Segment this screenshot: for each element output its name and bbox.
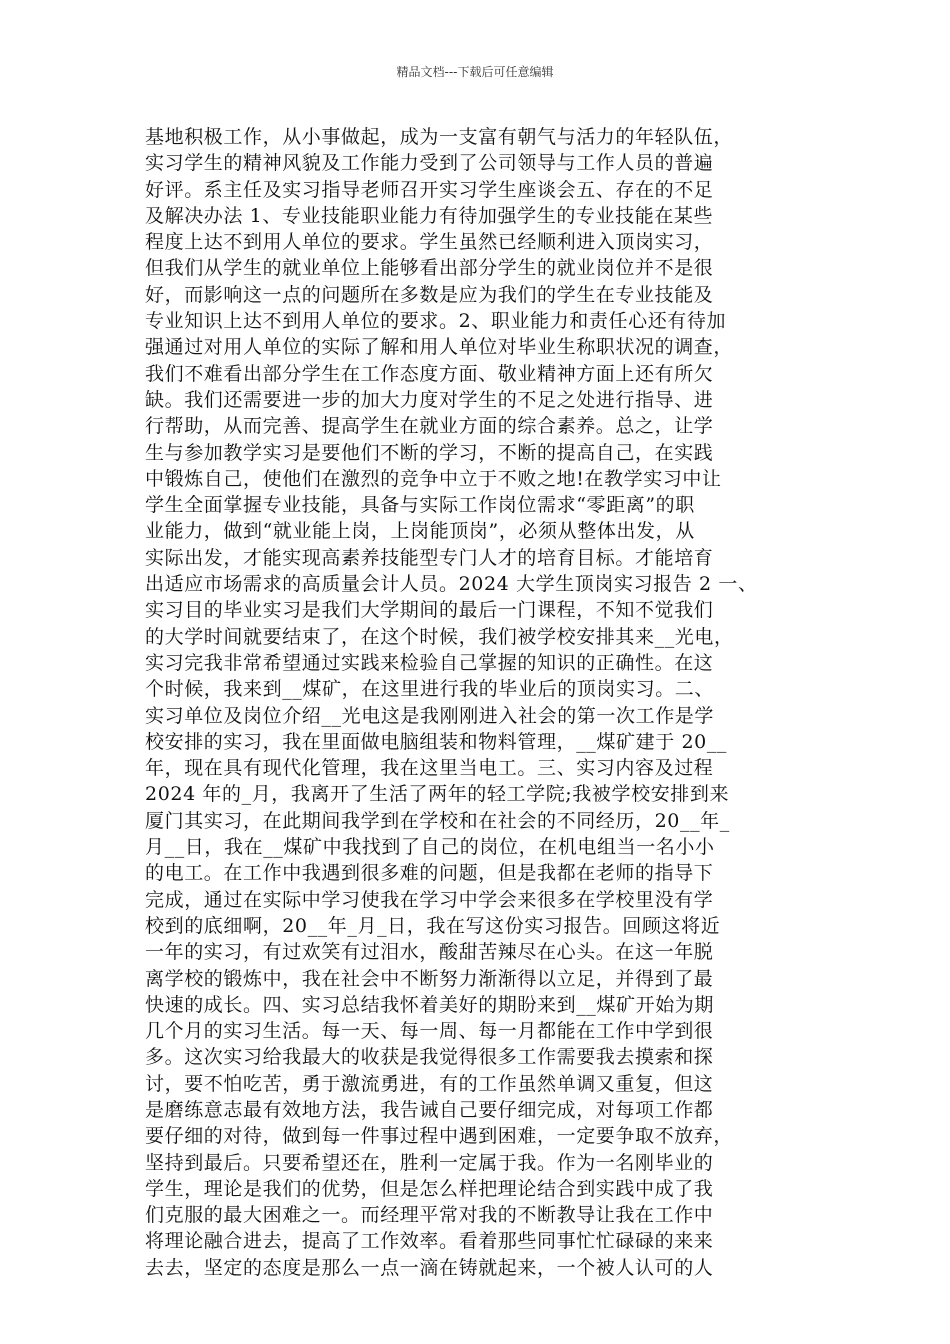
body-line: 们克服的最大困难之一。而经理平常对我的不断教导让我在工作中 — [145, 1204, 714, 1227]
body-line: 完成，通过在实际中学习使我在学习中学会来很多在学校里没有学 — [145, 888, 714, 911]
body-line: 去去，坚定的态度是那么一点一滴在铸就起来，一个被人认可的人 — [145, 1256, 714, 1279]
body-line: 程度上达不到用人单位的要求。学生虽然已经顺利进入顶岗实习， — [145, 231, 714, 254]
body-line: 实际出发，才能实现高素养技能型专门人才的培育目标。才能培育 — [145, 546, 714, 569]
body-line: 业能力，做到“就业能上岗，上岗能顶岗”，必须从整体出发，从 — [145, 520, 695, 543]
body-line: 实习单位及岗位介绍__光电这是我刚刚进入社会的第一次工作是学 — [145, 704, 715, 727]
body-line: 强通过对用人单位的实际了解和用人单位对毕业生称职状况的调查， — [145, 336, 734, 359]
body-line: 离学校的锻炼中，我在社会中不断努力渐渐得以立足，并得到了最 — [145, 967, 714, 990]
body-line: 实习目的毕业实习是我们大学期间的最后一门课程，不知不觉我们 — [145, 599, 714, 622]
body-line: 一年的实习，有过欢笑有过泪水，酸甜苦辣尽在心头。在这一年脱 — [145, 941, 714, 964]
body-line: 校安排的实习，我在里面做电脑组装和物料管理，__煤矿建于 20__ — [145, 730, 728, 753]
body-line: 学生，理论是我们的优势，但是怎么样把理论结合到实践中成了我 — [145, 1177, 714, 1200]
body-line: 快速的成长。四、实习总结我怀着美好的期盼来到__煤矿开始为期 — [145, 993, 715, 1016]
body-line: 好评。系主任及实习指导老师召开实习学生座谈会五、存在的不足 — [145, 178, 714, 201]
body-line: 缺。我们还需要进一步的加大力度对学生的不足之处进行指导、进 — [145, 388, 714, 411]
body-line: 我们不难看出部分学生在工作态度方面、敬业精神方面上还有所欠 — [145, 362, 714, 385]
body-line: 好，而影响这一点的问题所在多数是应为我们的学生在专业技能及 — [145, 283, 714, 306]
body-line: 几个月的实习生活。每一天、每一周、每一月都能在工作中学到很 — [145, 1020, 714, 1043]
body-line: 2024 年的_月，我离开了生活了两年的轻工学院;我被学校安排到来 — [145, 783, 730, 806]
body-line: 是磨练意志最有效地方法，我告诫自己要仔细完成，对每项工作都 — [145, 1098, 714, 1121]
body-line: 生与参加教学实习是要他们不断的学习，不断的提高自己，在实践 — [145, 441, 714, 464]
body-line: 厦门其实习，在此期间我学到在学校和在社会的不同经历，20__年_ — [145, 809, 730, 832]
body-line: 要仔细的对待，做到每一件事过程中遇到困难，一定要争取不放弃， — [145, 1125, 734, 1148]
body-line: 专业知识上达不到用人单位的要求。2、职业能力和责任心还有待加 — [145, 310, 727, 333]
body-line: 校到的底细啊，20__年_月_日，我在写这份实习报告。回顾这将近 — [145, 914, 721, 937]
body-line: 的大学时间就要结束了，在这个时候，我们被学校安排其来__光电， — [145, 625, 734, 648]
body-line: 个时候，我来到__煤矿，在这里进行我的毕业后的顶岗实习。二、 — [145, 678, 715, 701]
page-header: 精品文档---下载后可任意编辑 — [396, 65, 554, 79]
body-line: 月__日，我在__煤矿中我找到了自己的岗位，在机电组当一名小小 — [145, 836, 715, 859]
body-line: 出适应市场需求的高质量会计人员。2024 大学生顶岗实习报告 2 一、 — [145, 573, 758, 596]
body-line: 学生全面掌握专业技能，具备与实际工作岗位需求“零距离”的职 — [145, 494, 695, 517]
body-line: 的电工。在工作中我遇到很多难的问题，但是我都在老师的指导下 — [145, 862, 714, 885]
body-line: 多。这次实习给我最大的收获是我觉得很多工作需要我去摸索和探 — [145, 1046, 714, 1069]
body-line: 但我们从学生的就业单位上能够看出部分学生的就业岗位并不是很 — [145, 257, 714, 280]
document-body — [145, 124, 807, 1324]
body-line: 基地积极工作，从小事做起，成为一支富有朝气与活力的年轻队伍， — [145, 126, 734, 148]
body-line: 坚持到最后。只要希望还在，胜利一定属于我。作为一名刚毕业的 — [145, 1151, 714, 1174]
body-line: 中锻炼自己，使他们在激烈的竞争中立于不败之地!在教学实习中让 — [145, 467, 722, 490]
body-line: 实习学生的精神风貌及工作能力受到了公司领导与工作人员的普遍 — [145, 152, 714, 175]
body-line: 年，现在具有现代化管理，我在这里当电工。三、实习内容及过程 — [145, 757, 714, 780]
body-line: 行帮助，从而完善、提高学生在就业方面的综合素养。总之，让学 — [145, 415, 714, 438]
body-line: 将理论融合进去，提高了工作效率。看着那些同事忙忙碌碌的来来 — [145, 1230, 714, 1253]
body-line: 及解决办法 1、专业技能职业能力有待加强学生的专业技能在某些 — [145, 204, 714, 227]
body-line: 实习完我非常希望通过实践来检验自己掌握的知识的正确性。在这 — [145, 651, 714, 674]
body-line: 讨，要不怕吃苦，勇于激流勇进，有的工作虽然单调又重复，但这 — [145, 1072, 714, 1095]
